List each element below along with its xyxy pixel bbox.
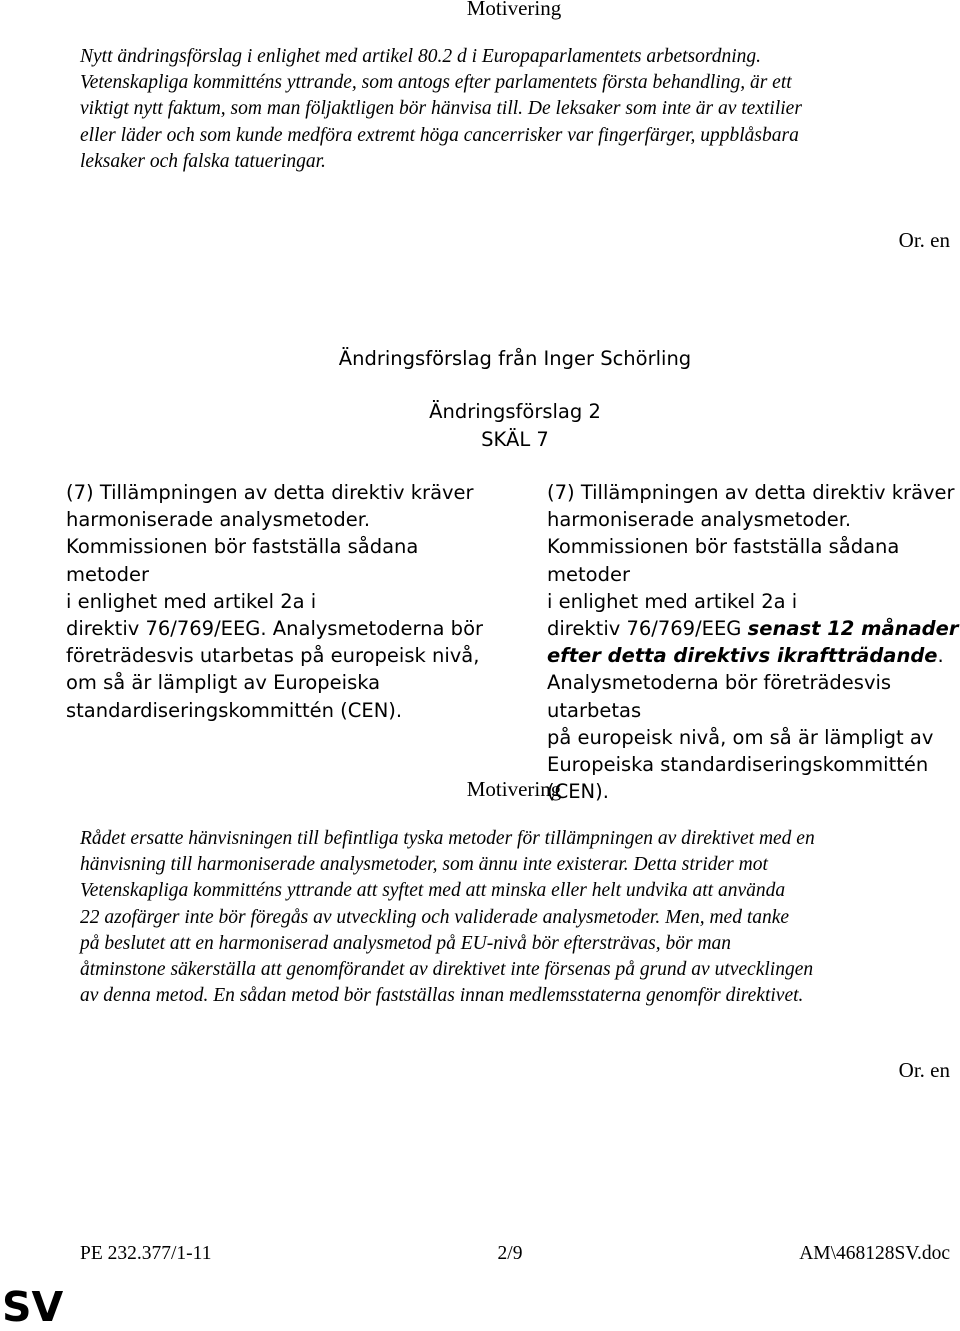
line-text: direktiv 76/769/EEG xyxy=(547,617,748,641)
paragraph-line: hänvisning till harmoniserade analysmetoder, som ännu inte existerar. Detta strider mot xyxy=(80,854,768,876)
paragraph-line: åtminstone säkerställa att genomförandet av direktivet inte försenas på grund av utvecklingen xyxy=(80,959,814,981)
motivering-heading-2: Motivering xyxy=(466,777,562,801)
paragraph-line: leksaker och falska tatueringar. xyxy=(80,150,326,172)
column-line: på europeisk nivå, om så är lämpligt av xyxy=(547,725,934,749)
language-code: SV xyxy=(2,1283,64,1331)
council-text-column xyxy=(66,479,496,724)
paragraph-line: Vetenskapliga kommitténs yttrande att syftet med att minska eller helt undvika att använda xyxy=(80,880,786,902)
document-reference: PE 232.377/1-11 xyxy=(80,1243,212,1264)
recital-number: SKÄL 7 xyxy=(481,428,549,451)
column-line: om så är lämpligt av Europeiska xyxy=(66,671,381,695)
paragraph-line: på beslutet att en harmoniserad analysmetod på EU-nivå bör eftersträvas, bör man xyxy=(80,932,732,954)
motivering-paragraph-1 xyxy=(80,44,955,175)
column-line: (7) Tillämpningen av detta direktiv kräver xyxy=(547,481,955,504)
original-language-1: Or. en xyxy=(898,228,950,252)
column-line: i enlighet med artikel 2a i xyxy=(66,589,317,613)
column-line: företrädesvis utarbetas på europeisk nivå, xyxy=(66,644,480,668)
original-language-2: Or. en xyxy=(898,1058,950,1082)
column-line: Europeiska standardiseringskommittén xyxy=(547,753,929,777)
column-line: Kommissionen bör fastställa sådana metoder xyxy=(547,535,900,586)
column-line: Analysmetoderna bör företrädesvis utarbetas xyxy=(547,671,892,722)
amendment-author: Ändringsförslag från Inger Schörling xyxy=(338,347,692,370)
column-line: (CEN). xyxy=(547,780,609,804)
motivering-paragraph-2 xyxy=(80,826,955,1009)
paragraph-line: Nytt ändringsförslag i enlighet med artikel 80.2 d i Europaparlamentets arbetsordning. xyxy=(80,46,762,67)
paragraph-line: av denna metod. En sådan metod bör fastställas innan medlemsstaterna genomför direktivet. xyxy=(80,985,804,1007)
paragraph-line: Vetenskapliga kommitténs yttrande, som antogs efter parlamentets första behandling, är ett xyxy=(80,72,792,94)
column-line: Kommissionen bör fastställa sådana metoder xyxy=(66,535,419,586)
column-line xyxy=(547,615,960,642)
file-reference: AM\468128SV.doc xyxy=(799,1243,950,1264)
amended-text-column xyxy=(547,479,960,805)
column-line xyxy=(547,642,960,669)
line-text: . xyxy=(937,644,944,668)
page-number: 2/9 xyxy=(497,1243,523,1264)
paragraph-line: viktigt nytt faktum, som man följaktligen bör hänvisa till. De leksaker som inte är av textilier xyxy=(80,98,802,120)
paragraph-line: 22 azofärger inte bör föregås av utveckling och validerade analysmetoder. Men, med tanke xyxy=(80,906,790,928)
column-line: harmoniserade analysmetoder. xyxy=(66,508,371,532)
emphasized-insertion: senast 12 månader xyxy=(747,617,959,641)
column-line: (7) Tillämpningen av detta direktiv kräver xyxy=(66,481,474,504)
column-line: standardiseringskommittén (CEN). xyxy=(66,698,403,722)
paragraph-line: eller läder och som kunde medföra extremt höga cancerrisker var fingerfärger, uppblåsbara xyxy=(80,124,799,146)
column-line: i enlighet med artikel 2a i xyxy=(547,589,798,613)
emphasized-insertion: efter detta direktivs ikraftträdande xyxy=(547,644,938,668)
amendment-number: Ändringsförslag 2 xyxy=(429,400,601,423)
column-line: harmoniserade analysmetoder. xyxy=(547,508,852,532)
paragraph-line: Rådet ersatte hänvisningen till befintliga tyska metoder för tillämpningen av direktivet med en xyxy=(80,828,815,849)
column-line: direktiv 76/769/EEG. Analysmetoderna bör xyxy=(66,617,484,641)
motivering-heading-1: Motivering xyxy=(466,0,562,20)
